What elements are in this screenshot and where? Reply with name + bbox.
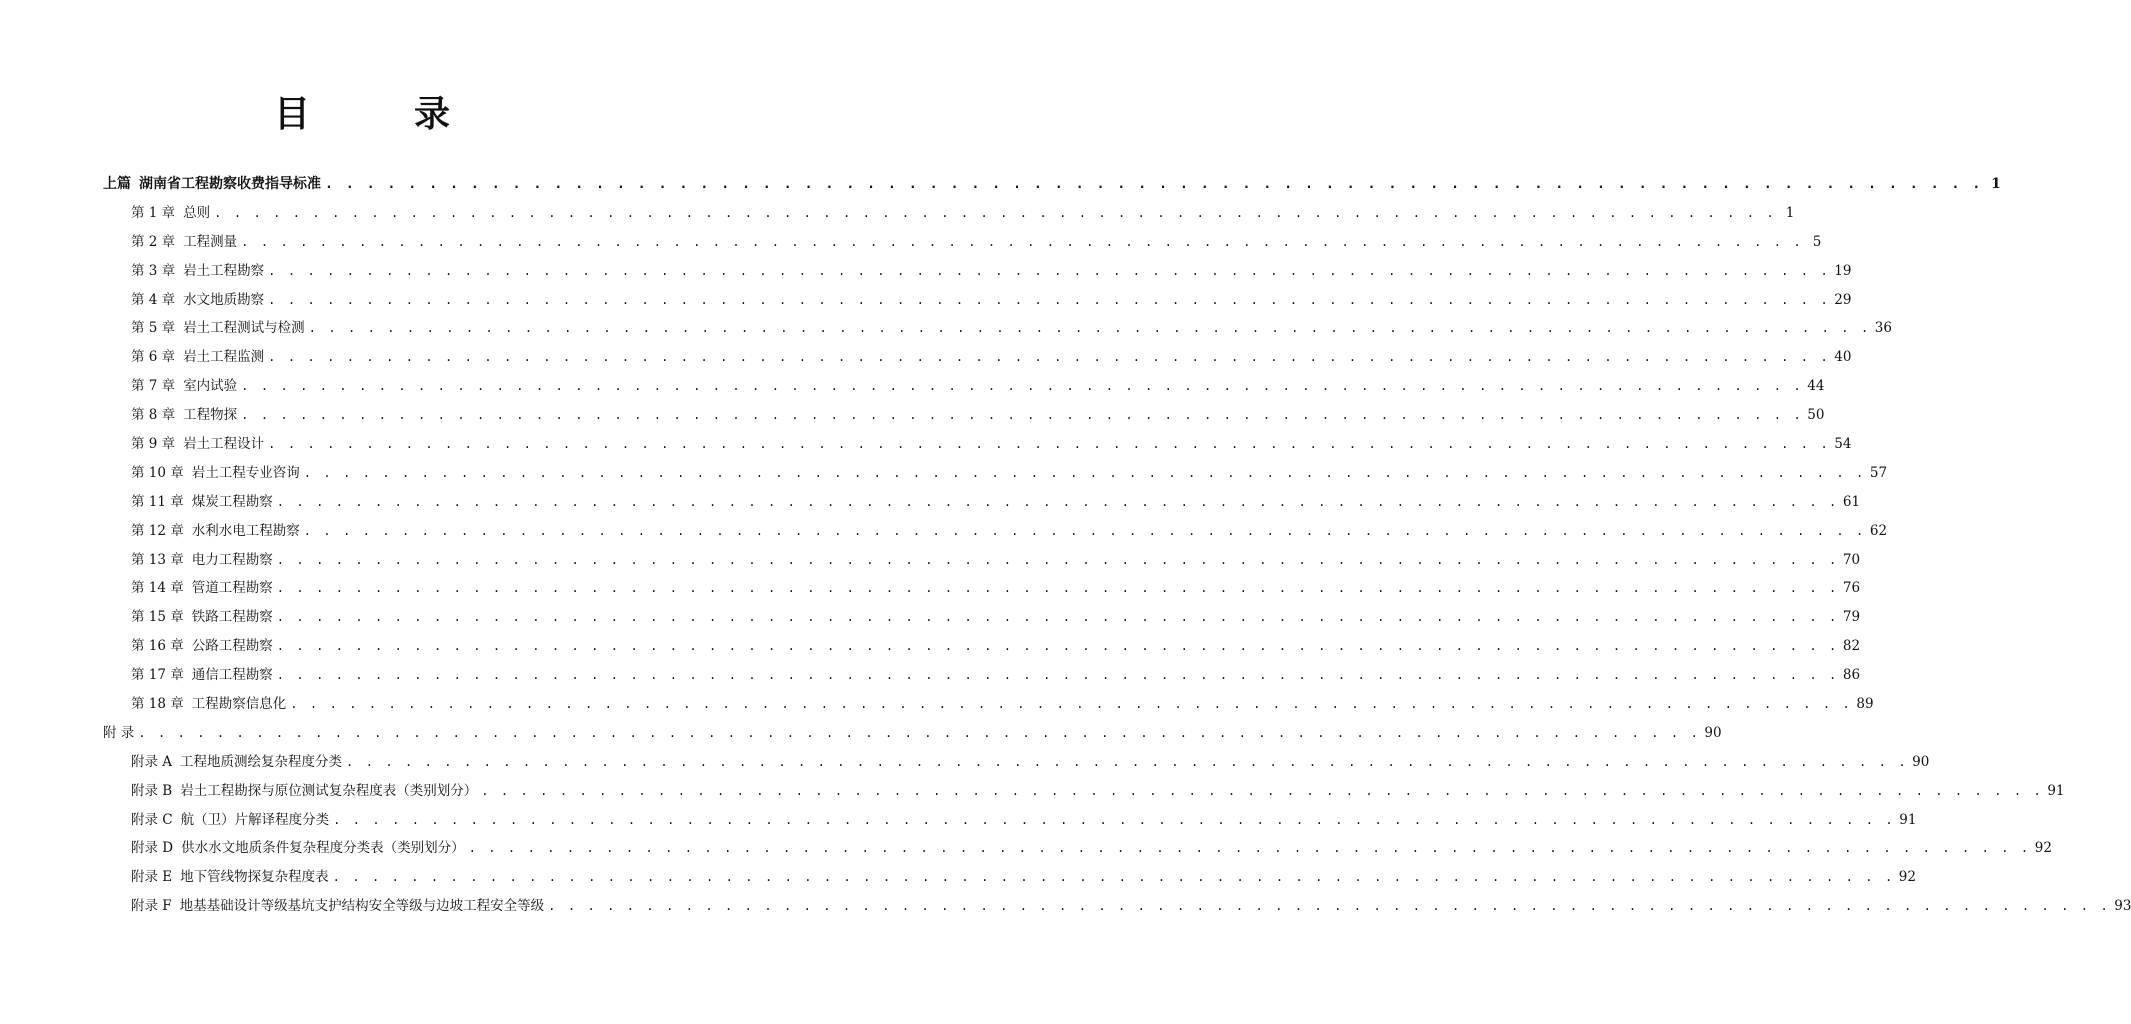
toc-entry-title: 地下管线物探复杂程度表 xyxy=(180,869,329,886)
toc-entry-label xyxy=(131,748,342,777)
toc-entry-number: 第 4 章 xyxy=(131,291,176,308)
toc-entry-title: 地基基础设计等级基坑支护结构安全等级与边坡工程安全等级 xyxy=(179,898,545,915)
toc-entry-label xyxy=(131,574,273,603)
toc-dot-leader: . . . . . . . . . . . . . . . . . . . . . . . . . . . . . . . . . . . . . . . . . . . . . . . . . . . . . . . . . . . . . . . . . . . . . . . . . . . . . . . . xyxy=(268,350,1831,365)
toc-entry[interactable] xyxy=(103,488,1861,517)
toc-entry-page-number: 50 xyxy=(1807,407,1825,424)
toc-entry-title: 岩土工程专业咨询 xyxy=(191,464,300,481)
toc-entry-title: 总则 xyxy=(183,204,211,221)
toc-entry-number: 第 3 章 xyxy=(131,262,176,279)
toc-dot-leader: . . . . . . . . . . . . . . . . . . . . . . . . . . . . . . . . . . . . . . . . . . . . . . . . . . . . . . . . . . . . . . . . . . . . . . . . . . . . . . . . xyxy=(303,523,1866,538)
toc-entry-page-number: 90 xyxy=(1704,724,1722,741)
toc-entry-number: 第 16 章 xyxy=(131,638,184,655)
toc-dot-leader: . . . . . . . . . . . . . . . . . . . . . . . . . . . . . . . . . . . . . . . . . . . . . . . . . . . . . . . . . . . . . . . . . . . . . . . . . . . . . . . . xyxy=(468,841,2031,856)
toc-dot-leader: . . . . . . . . . . . . . . . . . . . . . . . . . . . . . . . . . . . . . . . . . . . . . . . . . . . . . . . . . . . . . . . . . . . . . . . . . . . . . . . . xyxy=(214,205,1777,220)
toc-entry-label xyxy=(131,632,273,661)
toc-entry-page-number: 89 xyxy=(1856,696,1874,713)
toc-dot-leader: . . . . . . . . . . . . . . . . . . . . . . . . . . . . . . . . . . . . . . . . . . . . . . . . . . . . . . . . . . . . . . . . . . . . . . . . . . . . . . . . xyxy=(268,263,1831,278)
toc-entry-number: 第 2 章 xyxy=(131,233,176,250)
toc-entry-page-number: 82 xyxy=(1842,638,1861,655)
toc-entry-number: 第 12 章 xyxy=(131,522,184,539)
toc-entry-number: 附 录 xyxy=(103,724,135,741)
toc-entry-number: 第 13 章 xyxy=(131,551,184,568)
toc-entry-label xyxy=(131,314,305,343)
toc-dot-leader: . . . . . . . . . . . . . . . . . . . . . . . . . . . . . . . . . . . . . . . . . . . . . . . . . . . . . . . . . . . . . . . . . . . . . . . . . . . . . . . . xyxy=(268,437,1831,452)
toc-entry-title: 水利水电工程勘察 xyxy=(191,522,300,539)
toc-dot-leader: . . . . . . . . . . . . . . . . . . . . . . . . . . . . . . . . . . . . . . . . . . . . . . . . . . . . . . . . . . . . . . . . . . . . . . . . . . . . . . . . xyxy=(325,177,1983,192)
toc-entry-number: 第 6 章 xyxy=(131,349,176,366)
toc-entry-label xyxy=(131,257,264,286)
toc-entry-page-number: 92 xyxy=(2034,840,2052,857)
toc-entry[interactable] xyxy=(103,574,1861,603)
toc-dot-leader: . . . . . . . . . . . . . . . . . . . . . . . . . . . . . . . . . . . . . . . . . . . . . . . . . . . . . . . . . . . . . . . . . . . . . . . . . . . . . . . . xyxy=(276,552,1839,567)
toc-entry-label xyxy=(103,719,134,748)
toc-entry[interactable] xyxy=(103,257,1852,286)
toc-entry-number: 第 10 章 xyxy=(131,464,184,481)
toc-entry-number: 第 5 章 xyxy=(131,320,176,337)
toc-dot-leader: . . . . . . . . . . . . . . . . . . . . . . . . . . . . . . . . . . . . . . . . . . . . . . . . . . . . . . . . . . . . . . . . . . . . . . . . . . . . . . . . xyxy=(138,725,1701,740)
toc-entry[interactable] xyxy=(103,199,1795,228)
toc-entry-number: 第 9 章 xyxy=(131,436,176,453)
toc-entry-page-number: 5 xyxy=(1812,233,1822,250)
toc-entry-page-number: 29 xyxy=(1834,291,1852,308)
toc-entry-label xyxy=(131,892,544,921)
toc-entry-label xyxy=(131,459,300,488)
toc-dot-leader: . . . . . . . . . . . . . . . . . . . . . . . . . . . . . . . . . . . . . . . . . . . . . . . . . . . . . . . . . . . . . . . . . . . . . . . . . . . . . . . . xyxy=(346,754,1909,769)
toc-entry-title: 公路工程勘察 xyxy=(191,638,273,655)
toc-dot-leader: . . . . . . . . . . . . . . . . . . . . . . . . . . . . . . . . . . . . . . . . . . . . . . . . . . . . . . . . . . . . . . . . . . . . . . . . . . . . . . . . xyxy=(241,408,1804,423)
toc-dot-leader: . . . . . . . . . . . . . . . . . . . . . . . . . . . . . . . . . . . . . . . . . . . . . . . . . . . . . . . . . . . . . . . . . . . . . . . . . . . . . . . . xyxy=(268,292,1831,307)
toc-dot-leader: . . . . . . . . . . . . . . . . . . . . . . . . . . . . . . . . . . . . . . . . . . . . . . . . . . . . . . . . . . . . . . . . . . . . . . . . . . . . . . . . xyxy=(241,379,1804,394)
toc-entry-page-number: 57 xyxy=(1869,464,1888,481)
toc-dot-leader: . . . . . . . . . . . . . . . . . . . . . . . . . . . . . . . . . . . . . . . . . . . . . . . . . . . . . . . . . . . . . . . . . . . . . . . . . . . . . . . . xyxy=(276,581,1839,596)
toc-entry-page-number: 1 xyxy=(1785,204,1795,221)
toc-entry-title: 岩土工程监测 xyxy=(183,349,265,366)
toc-entry-number: 第 7 章 xyxy=(131,378,176,395)
toc-entry-number: 第 14 章 xyxy=(131,580,184,597)
toc-entry[interactable] xyxy=(103,690,1874,719)
toc-entry-title: 岩土工程勘探与原位测试复杂程度表（类别划分） xyxy=(180,782,478,799)
table-of-contents xyxy=(103,170,2131,921)
toc-entry-number: 附录 B xyxy=(131,782,173,799)
toc-entry-title: 工程物探 xyxy=(183,407,238,424)
toc-entry-title: 通信工程勘察 xyxy=(191,667,273,684)
toc-entry-number: 第 11 章 xyxy=(131,493,184,510)
toc-entry[interactable] xyxy=(103,372,1825,401)
toc-entry-page-number: 61 xyxy=(1842,493,1861,510)
toc-entry-page-number: 86 xyxy=(1842,667,1861,684)
toc-entry-title: 岩土工程测试与检测 xyxy=(183,320,305,337)
toc-entry-title: 工程地质测绘复杂程度分类 xyxy=(180,753,343,770)
toc-dot-leader: . . . . . . . . . . . . . . . . . . . . . . . . . . . . . . . . . . . . . . . . . . . . . . . . . . . . . . . . . . . . . . . . . . . . . . . . . . . . . . . . xyxy=(332,870,1895,885)
toc-entry[interactable] xyxy=(103,314,1892,343)
toc-entry-page-number: 70 xyxy=(1842,551,1861,568)
toc-entry-page-number: 92 xyxy=(1898,869,1916,886)
toc-entry[interactable] xyxy=(103,806,1917,835)
toc-dot-leader: . . . . . . . . . . . . . . . . . . . . . . . . . . . . . . . . . . . . . . . . . . . . . . . . . . . . . . . . . . . . . . . . . . . . . . . . . . . . . . . . xyxy=(241,234,1804,249)
toc-entry-number: 附录 F xyxy=(131,898,172,915)
toc-entry-label xyxy=(131,343,264,372)
toc-entry-title: 电力工程勘察 xyxy=(191,551,273,568)
toc-entry[interactable] xyxy=(103,632,1861,661)
toc-entry[interactable] xyxy=(103,661,1861,690)
toc-entry-number: 第 18 章 xyxy=(131,696,184,713)
toc-entry[interactable] xyxy=(103,834,2052,863)
toc-entry-page-number: 54 xyxy=(1834,436,1852,453)
toc-entry-title: 管道工程勘察 xyxy=(191,580,273,597)
toc-entry-title: 工程勘察信息化 xyxy=(191,696,287,713)
toc-dot-leader: . . . . . . . . . . . . . . . . . . . . . . . . . . . . . . . . . . . . . . . . . . . . . . . . . . . . . . . . . . . . . . . . . . . . . . . . . . . . . . . . xyxy=(276,639,1839,654)
toc-entry-page-number: 36 xyxy=(1874,320,1892,337)
toc-entry-number: 附录 D xyxy=(131,840,174,857)
toc-entry[interactable] xyxy=(103,343,1852,372)
toc-dot-leader: . . . . . . . . . . . . . . . . . . . . . . . . . . . . . . . . . . . . . . . . . . . . . . . . . . . . . . . . . . . . . . . . . . . . . . . . . . . . . . . . xyxy=(290,697,1853,712)
toc-entry-title: 航（卫）片解译程度分类 xyxy=(180,811,330,828)
toc-entry-title: 铁路工程勘察 xyxy=(191,609,273,626)
toc-dot-leader: . . . . . . . . . . . . . . . . . . . . . . . . . . . . . . . . . . . . . . . . . . . . . . . . . . . . . . . . . . . . . . . . . . . . . . . . . . . . . . . . xyxy=(276,494,1839,509)
toc-dot-leader: . . . . . . . . . . . . . . . . . . . . . . . . . . . . . . . . . . . . . . . . . . . . . . . . . . . . . . . . . . . . . . . . . . . . . . . . . . . . . . . . xyxy=(276,610,1839,625)
toc-entry[interactable] xyxy=(103,748,1930,777)
toc-entry[interactable] xyxy=(103,892,2131,921)
toc-entry[interactable] xyxy=(103,863,1916,892)
toc-dot-leader: . . . . . . . . . . . . . . . . . . . . . . . . . . . . . . . . . . . . . . . . . . . . . . . . . . . . . . . . . . . . . . . . . . . . . . . . . . . . . . . . xyxy=(481,783,2044,798)
toc-entry-page-number: 62 xyxy=(1869,522,1888,539)
toc-entry-title: 岩土工程勘察 xyxy=(183,262,265,279)
toc-entry-title: 湖南省工程勘察收费指导标准 xyxy=(139,176,321,192)
toc-entry-page-number: 91 xyxy=(2047,782,2065,799)
toc-entry-label xyxy=(131,517,300,546)
toc-entry-label xyxy=(131,603,273,632)
toc-entry-title: 室内试验 xyxy=(183,378,238,395)
toc-entry[interactable] xyxy=(103,430,1852,459)
toc-entry[interactable] xyxy=(103,603,1861,632)
toc-entry[interactable] xyxy=(103,546,1861,575)
toc-dot-leader: . . . . . . . . . . . . . . . . . . . . . . . . . . . . . . . . . . . . . . . . . . . . . . . . . . . . . . . . . . . . . . . . . . . . . . . . . . . . . . . . xyxy=(308,321,1871,336)
toc-entry-label xyxy=(131,488,273,517)
toc-entry[interactable] xyxy=(103,459,1888,488)
toc-entry-title: 煤炭工程勘察 xyxy=(191,493,273,510)
toc-dot-leader: . . . . . . . . . . . . . . . . . . . . . . . . . . . . . . . . . . . . . . . . . . . . . . . . . . . . . . . . . . . . . . . . . . . . . . . . . . . . . . . . xyxy=(548,899,2111,914)
toc-entry[interactable] xyxy=(103,228,1822,257)
toc-entry-page-number: 90 xyxy=(1912,753,1930,770)
toc-entry[interactable] xyxy=(103,517,1888,546)
toc-entry[interactable] xyxy=(103,719,1722,748)
toc-entry-label xyxy=(131,199,210,228)
toc-entry-label xyxy=(131,286,264,315)
toc-entry-number: 第 1 章 xyxy=(131,204,176,221)
toc-entry-number: 附录 A xyxy=(131,753,173,770)
toc-entry-label xyxy=(131,806,329,835)
toc-entry-label xyxy=(131,863,329,892)
toc-entry-label xyxy=(131,834,465,863)
toc-entry-page-number: 44 xyxy=(1807,378,1825,395)
toc-entry-label xyxy=(131,690,286,719)
toc-dot-leader: . . . . . . . . . . . . . . . . . . . . . . . . . . . . . . . . . . . . . . . . . . . . . . . . . . . . . . . . . . . . . . . . . . . . . . . . . . . . . . . . xyxy=(303,465,1866,480)
toc-entry-label xyxy=(131,372,237,401)
toc-entry-number: 上篇 xyxy=(103,176,131,192)
toc-entry[interactable] xyxy=(103,286,1852,315)
toc-entry-page-number: 93 xyxy=(2114,898,2131,915)
toc-entry-label xyxy=(131,777,477,806)
toc-entry-page-number: 40 xyxy=(1834,349,1852,366)
toc-entry-title: 水文地质勘察 xyxy=(183,291,265,308)
toc-entry-label xyxy=(103,170,321,199)
toc-entry-label xyxy=(131,546,273,575)
page-title: 目 录 xyxy=(273,93,484,135)
toc-entry-label xyxy=(131,661,273,690)
toc-entry-label xyxy=(131,430,264,459)
toc-entry-page-number: 91 xyxy=(1899,811,1917,828)
toc-entry-number: 附录 E xyxy=(131,869,173,886)
toc-entry-number: 第 8 章 xyxy=(131,407,176,424)
toc-entry-title: 岩土工程设计 xyxy=(183,436,265,453)
toc-dot-leader: . . . . . . . . . . . . . . . . . . . . . . . . . . . . . . . . . . . . . . . . . . . . . . . . . . . . . . . . . . . . . . . . . . . . . . . . . . . . . . . . xyxy=(333,812,1896,827)
toc-entry-title: 供水水文地质条件复杂程度分类表（类别划分） xyxy=(181,840,465,857)
toc-entry-label xyxy=(131,228,237,257)
toc-entry-page-number: 1 xyxy=(1991,176,2001,192)
toc-entry-page-number: 76 xyxy=(1842,580,1861,597)
toc-entry-page-number: 19 xyxy=(1834,262,1852,279)
toc-entry-page-number: 79 xyxy=(1842,609,1861,626)
toc-entry[interactable] xyxy=(103,401,1825,430)
toc-entry[interactable] xyxy=(103,170,2001,199)
toc-dot-leader: . . . . . . . . . . . . . . . . . . . . . . . . . . . . . . . . . . . . . . . . . . . . . . . . . . . . . . . . . . . . . . . . . . . . . . . . . . . . . . . . xyxy=(276,668,1839,683)
toc-entry-number: 第 17 章 xyxy=(131,667,184,684)
toc-entry-number: 第 15 章 xyxy=(131,609,184,626)
toc-entry-number: 附录 C xyxy=(131,811,173,828)
toc-entry-title: 工程测量 xyxy=(183,233,238,250)
toc-entry-label xyxy=(131,401,237,430)
toc-entry[interactable] xyxy=(103,777,2065,806)
